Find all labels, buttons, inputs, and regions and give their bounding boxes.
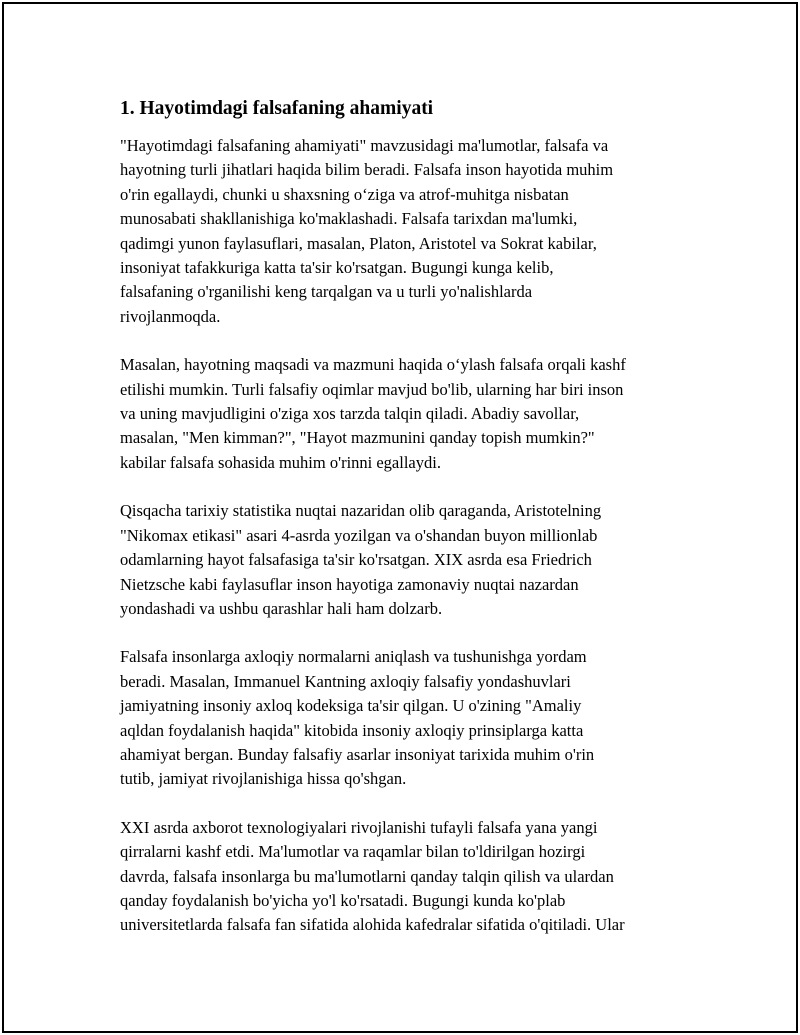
paragraph-3: Qisqacha tarixiy statistika nuqtai nazaridan olib qaraganda, Aristotelning "Nikomax etikasi" asari 4-asrda yozilgan va o'shandan buyon millionlab odamlarning hayot falsafasiga ta'sir ko'rsatgan. XIX asrda esa Friedrich Nietzsche kabi faylasuflar inson hayotiga zamonaviy nuqtai nazardan yondashadi va ushbu qarashlar hali ham dolzarb.	[120, 501, 602, 618]
document-body	[120, 96, 700, 962]
paragraph-2: Masalan, hayotning maqsadi va mazmuni haqida o‘ylash falsafa orqali kashf etilishi mumkin. Turli falsafiy oqimlar mavjud bo'lib, ularning har biri inson va uning mavjudligini o'ziga xos tarzda talqin qiladi. Abadiy savollar, masalan, "Men kimman?", "Hayot mazmunini qanday topish mumkin?" kabilar falsafa sohasida muhim o'rinni egallaydi.	[120, 355, 626, 472]
section-heading: 1. Hayotimdagi falsafaning ahamiyati	[120, 98, 434, 119]
paragraph-4: Falsafa insonlarga axloqiy normalarni aniqlash va tushunishga yordam beradi. Masalan, Immanuel Kantning axloqiy falsafiy yondashuvlari jamiyatning insoniy axloq kodeksiga ta'sir qilgan. U o'zining "Amaliy aqldan foydalanish haqida" kitobida insoniy axloqiy prinsiplarga katta ahamiyat bergan. Bunday falsafiy asarlar insoniyat tarixida muhim o'rin tutib, jamiyat rivojlanishiga hissa qo'shgan.	[120, 647, 595, 789]
paragraph-1: "Hayotimdagi falsafaning ahamiyati" mavzusidagi ma'lumotlar, falsafa va hayotning turli jihatlari haqida bilim beradi. Falsafa inson hayotida muhim o'rin egallaydi, chunki u shaxsning o‘ziga va atrof-muhitga nisbatan munosabati shakllanishiga ko'maklashadi. Falsafa tarixdan ma'lumki, qadimgi yunon faylasuflari, masalan, Platon, Aristotel va Sokrat kabilar, insoniyat tafakkuriga katta ta'sir ko'rsatgan. Bugungi kunga kelib, falsafaning o'rganilishi keng tarqalgan va u turli yo'nalishlarda rivojlanmoqda.	[120, 136, 614, 326]
page-frame	[2, 2, 798, 1033]
paragraph-5: XXI asrda axborot texnologiyalari rivojlanishi tufayli falsafa yana yangi qirralarni kashf etdi. Ma'lumotlar va raqamlar bilan to'ldirilgan hozirgi davrda, falsafa insonlarga bu ma'lumotlarni qanday talqin qilish va ulardan qanday foydalanish bo'yicha yo'l ko'rsatadi. Bugungi kunda ko'plab universitetlarda falsafa fan sifatida alohida kafedralar sifatida o'qitiladi. Ular	[120, 817, 625, 935]
